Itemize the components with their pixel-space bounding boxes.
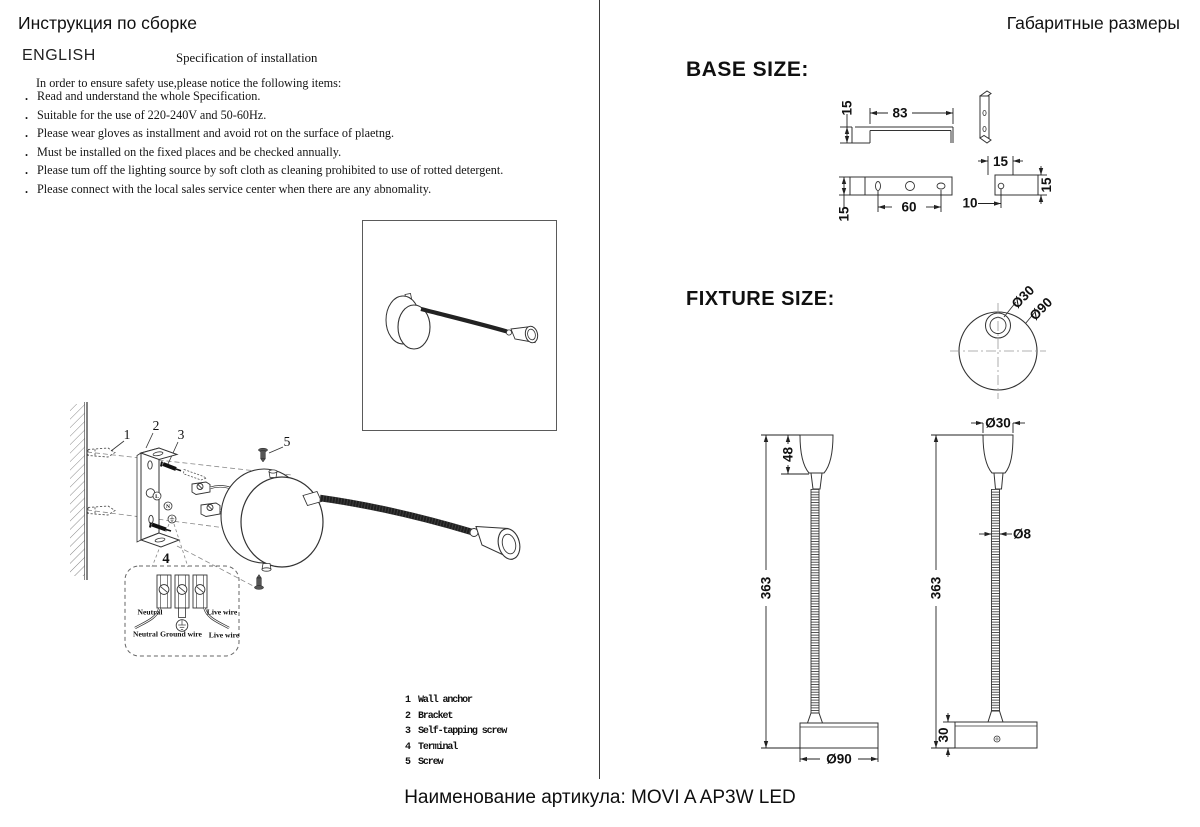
dim-plan-depth: 15 bbox=[836, 206, 852, 222]
dim-head-diameter-front: Ø30 bbox=[985, 415, 1011, 431]
terminal-blocks bbox=[157, 575, 207, 618]
dim-base-height: 30 bbox=[936, 727, 951, 743]
legend-item bbox=[405, 695, 506, 711]
article-name: Наименование артикула: MOVI A AP3W LED bbox=[404, 787, 796, 808]
callout-5: 5 bbox=[283, 434, 291, 449]
safety-item-text: Read and understand the whole Specification. bbox=[37, 89, 261, 103]
dim-base-diameter-front: Ø90 bbox=[826, 751, 852, 767]
bullet-dot: . bbox=[25, 181, 29, 196]
language-label: ENGLISH bbox=[22, 47, 96, 64]
dim-bracket-height: 15 bbox=[839, 100, 855, 116]
safety-item-text: Please wear gloves as installment and avoid rot on the surface of plaetng. bbox=[37, 126, 395, 141]
fixture-size-heading: FIXTURE SIZE: bbox=[686, 288, 835, 310]
safety-item bbox=[25, 126, 590, 145]
legend-item-label: Screw bbox=[418, 757, 443, 769]
legend-item bbox=[405, 711, 506, 727]
wall-anchor-icon bbox=[88, 448, 115, 515]
parts-legend bbox=[405, 695, 506, 773]
fixture-top-view bbox=[930, 278, 1080, 418]
wall-section bbox=[70, 402, 87, 580]
safety-item bbox=[25, 182, 590, 201]
callout-3: 3 bbox=[177, 427, 185, 442]
wire-label-neutral-bottom: Neutral bbox=[133, 629, 158, 639]
end-plate-dimensions bbox=[978, 153, 1047, 208]
spec-intro: In order to ensure safety use,please notice the following items: bbox=[36, 76, 342, 90]
safety-item bbox=[25, 89, 590, 108]
callout-4: 4 bbox=[162, 551, 170, 567]
legend-item bbox=[405, 757, 506, 773]
wire-label-neutral-top: Neutral bbox=[137, 607, 163, 617]
wire-label-ground: Ground wire bbox=[160, 629, 202, 639]
dim-head-diameter-top: Ø30 bbox=[1008, 282, 1038, 312]
bullet-dot: . bbox=[25, 107, 29, 122]
live-letter: L bbox=[155, 494, 159, 501]
dim-head-length: 48 bbox=[780, 446, 796, 463]
dim-neck-diameter: Ø8 bbox=[1012, 526, 1032, 542]
installation-diagram bbox=[40, 398, 560, 693]
safety-item-text: Must be installed on the fixed places and be checked annually. bbox=[37, 144, 342, 159]
legend-item-number: 2 bbox=[405, 710, 410, 722]
legend-item-label: Self-tapping screw bbox=[418, 726, 507, 738]
legend-item-number: 5 bbox=[405, 757, 410, 769]
dim-plate-height: 15 bbox=[1039, 177, 1054, 193]
legend-item bbox=[405, 726, 506, 742]
legend-item-label: Wall anchor bbox=[418, 695, 472, 706]
legend-item-number: 4 bbox=[405, 741, 410, 753]
terminal-detail-box bbox=[125, 566, 240, 656]
end-plate-view bbox=[995, 175, 1038, 195]
dim-total-length-right: 363 bbox=[928, 576, 944, 600]
lamp-body-drawing bbox=[221, 469, 523, 571]
bullet-dot: . bbox=[25, 126, 29, 141]
safety-item-text: Suitable for the use of 220-240V and 50-60Hz. bbox=[37, 107, 267, 122]
legend-item bbox=[405, 742, 506, 758]
dim-hole-spacing: 60 bbox=[901, 199, 917, 215]
legend-item-label: Terminal bbox=[418, 741, 458, 753]
bullet-dot: . bbox=[25, 144, 29, 159]
safety-items-list bbox=[25, 89, 590, 201]
bracket-end-view bbox=[980, 91, 991, 143]
fixture-front-view-left bbox=[759, 435, 879, 767]
legend-item-label: Bracket bbox=[418, 710, 453, 722]
page-title-right: Габаритные размеры bbox=[1006, 13, 1180, 33]
bullet-dot: . bbox=[25, 89, 29, 103]
base-size-drawing bbox=[820, 82, 1070, 237]
safety-item bbox=[25, 163, 590, 182]
dim-plate-width: 15 bbox=[992, 153, 1009, 169]
bracket-side-view bbox=[852, 127, 953, 143]
safety-item bbox=[25, 145, 590, 164]
wire-label-live-top: Live wire bbox=[206, 607, 238, 617]
safety-item-text: Please connect with the local sales service center when there are any abnomality. bbox=[37, 181, 432, 196]
legend-item-number: 3 bbox=[405, 726, 410, 738]
fixture-front-views bbox=[715, 410, 1060, 782]
bracket-plan-view bbox=[850, 177, 952, 195]
lamp-product-icon bbox=[386, 294, 539, 350]
dim-base-diameter-top: Ø90 bbox=[1026, 294, 1056, 324]
safety-item bbox=[25, 108, 590, 127]
base-size-heading: BASE SIZE: bbox=[686, 58, 809, 81]
dim-hole-offset: 10 bbox=[962, 195, 978, 211]
fixture-front-view-right bbox=[929, 416, 1038, 758]
legend-item-number: 1 bbox=[405, 695, 410, 706]
callout-2: 2 bbox=[152, 418, 160, 433]
column-divider bbox=[599, 0, 600, 779]
spec-heading: Specification of installation bbox=[176, 51, 318, 65]
dim-total-length-left: 363 bbox=[758, 576, 774, 600]
safety-item-text: Please tum off the lighting source by soft cloth as cleaning prohibited to use of rotted detergent. bbox=[37, 163, 504, 178]
dim-bracket-width: 83 bbox=[892, 105, 908, 121]
page-title-left: Инструкция по сборке bbox=[18, 13, 197, 33]
bullet-dot: . bbox=[25, 163, 29, 178]
neutral-letter: N bbox=[165, 504, 171, 511]
wire-label-live-bottom: Live wire bbox=[208, 630, 240, 640]
callout-1: 1 bbox=[123, 427, 131, 442]
